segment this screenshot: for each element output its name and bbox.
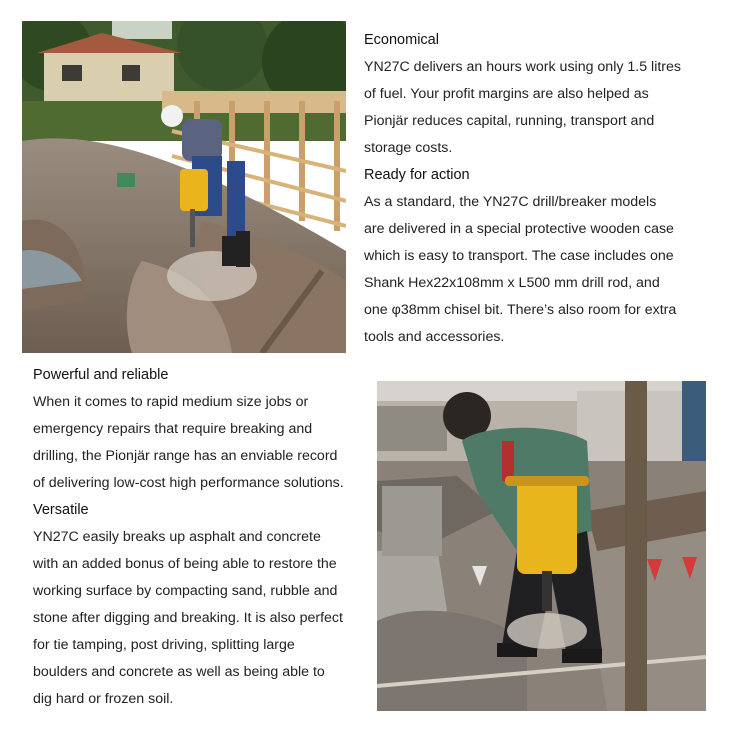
text-line: boulders and concrete as well as being able to bbox=[33, 664, 325, 680]
photo-worker-breaking-concrete bbox=[377, 381, 706, 711]
text-line: for tie tamping, post driving, splitting large bbox=[33, 637, 295, 653]
text-line: When it comes to rapid medium size jobs or bbox=[33, 394, 309, 410]
paragraph-ready-for-action bbox=[364, 189, 736, 351]
text-line: dig hard or frozen soil. bbox=[33, 691, 174, 707]
text-line: which is easy to transport. The case includes one bbox=[364, 248, 674, 264]
paragraph-versatile bbox=[33, 524, 373, 713]
heading-economical: Economical bbox=[364, 32, 439, 48]
text-line: YN27C delivers an hours work using only 1.5 litres bbox=[364, 59, 682, 75]
text-line: Pionjär reduces capital, running, transport and bbox=[364, 113, 655, 129]
heading-versatile: Versatile bbox=[33, 502, 89, 518]
photo-worker-drilling-rock bbox=[22, 21, 346, 353]
text-line: emergency repairs that require breaking and bbox=[33, 421, 313, 437]
paragraph-powerful-and-reliable bbox=[33, 389, 373, 497]
text-line: drilling, the Pionjär range has an enviable record bbox=[33, 448, 338, 464]
text-line: of fuel. Your profit margins are also helped as bbox=[364, 86, 649, 102]
heading-powerful-and-reliable: Powerful and reliable bbox=[33, 367, 169, 383]
text-line: stone after digging and breaking. It is also perfect bbox=[33, 610, 343, 626]
text-line: are delivered in a special protective wooden case bbox=[364, 221, 674, 237]
text-line: working surface by compacting sand, rubble and bbox=[33, 583, 338, 599]
text-line: with an added bonus of being able to restore the bbox=[33, 556, 337, 572]
text-line: storage costs. bbox=[364, 140, 453, 156]
text-line: Shank Hex22x108mm x L500 mm drill rod, and bbox=[364, 275, 660, 291]
text-block-right bbox=[364, 27, 736, 351]
text-line: of delivering low-cost high performance solutions. bbox=[33, 475, 344, 491]
text-line: one φ38mm chisel bit. There’s also room for extra bbox=[364, 302, 677, 318]
text-line: tools and accessories. bbox=[364, 329, 505, 345]
text-block-left bbox=[33, 362, 373, 713]
text-line: YN27C easily breaks up asphalt and concrete bbox=[33, 529, 321, 545]
heading-ready-for-action: Ready for action bbox=[364, 167, 470, 183]
paragraph-economical bbox=[364, 54, 736, 162]
text-line: As a standard, the YN27C drill/breaker models bbox=[364, 194, 657, 210]
